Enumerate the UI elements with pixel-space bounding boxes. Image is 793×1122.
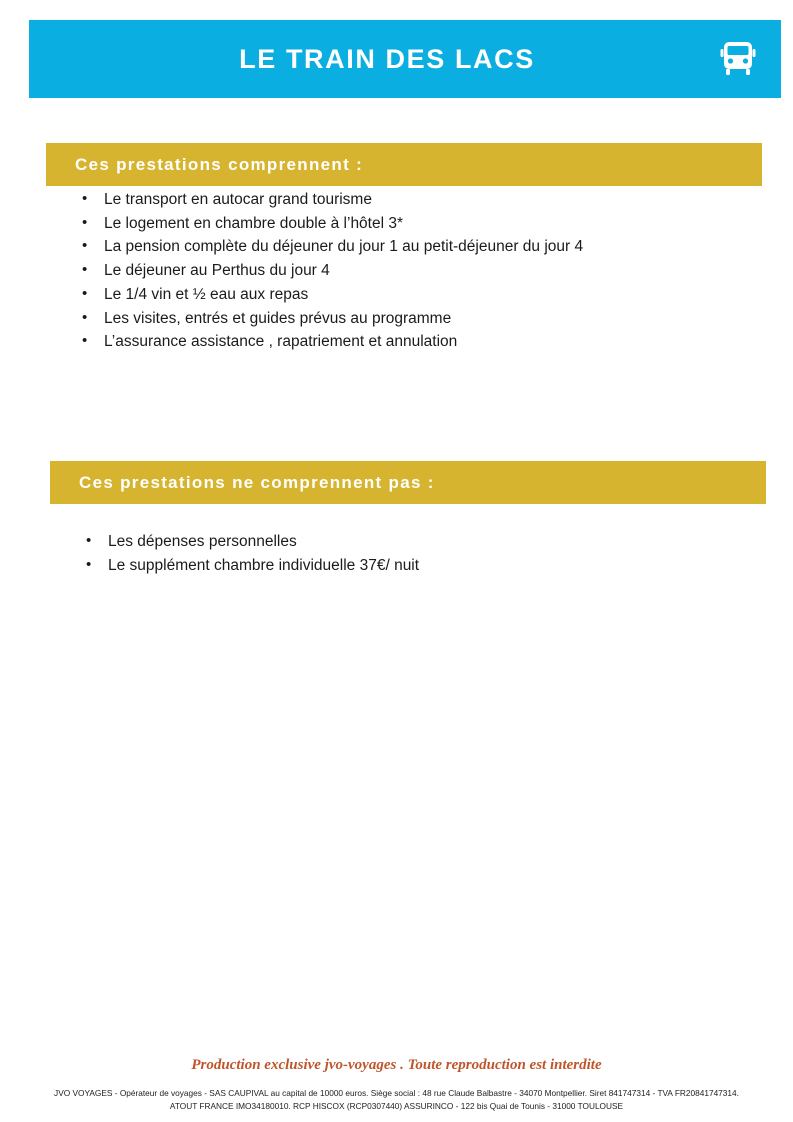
footer-legal-line-2: ATOUT FRANCE IMO34180010. RCP HISCOX (RCP0307440) ASSURINCO - 122 bis Quai de Tounis - 31000 TOULOUSE — [169, 1100, 624, 1111]
section-title-included: Ces prestations comprennent : — [75, 154, 364, 174]
excluded-services-list — [52, 530, 786, 577]
page-title: LE TRAIN DES LACS — [239, 43, 535, 74]
list-item: • Les dépenses personnelles — [86, 530, 786, 554]
header-banner — [29, 20, 781, 98]
list-item: • L’assurance assistance , rapatriement et annulation — [82, 330, 782, 354]
list-item: • Le transport en autocar grand tourisme — [82, 188, 782, 212]
section-title-excluded: Ces prestations ne comprennent pas : — [79, 472, 435, 492]
included-services-list — [48, 188, 782, 354]
list-item: • Le 1/4 vin et ½ eau aux repas — [82, 283, 782, 307]
footer-legal-line-1: JVO VOYAGES - Opérateur de voyages - SAS CAUPIVAL au capital de 10000 euros. Siège social : 48 rue Claude Balbastre - 34070 Montpellier. Siret 841747314 - TVA FR20841747314. — [54, 1088, 739, 1098]
list-item: • Le déjeuner au Perthus du jour 4 — [82, 259, 782, 283]
section-header-included — [46, 143, 762, 186]
footer-legal — [0, 1087, 793, 1112]
list-item: • Les visites, entrés et guides prévus au programme — [82, 307, 782, 331]
footer-tagline: Production exclusive jvo-voyages . Toute reproduction est interdite — [191, 1057, 602, 1073]
bus-icon — [695, 36, 781, 82]
list-item: • Le logement en chambre double à l’hôtel 3* — [82, 212, 782, 236]
list-item: • Le supplément chambre individuelle 37€/ nuit — [86, 554, 786, 578]
section-header-excluded — [50, 461, 766, 504]
list-item: • La pension complète du déjeuner du jour 1 au petit-déjeuner du jour 4 — [82, 235, 782, 259]
